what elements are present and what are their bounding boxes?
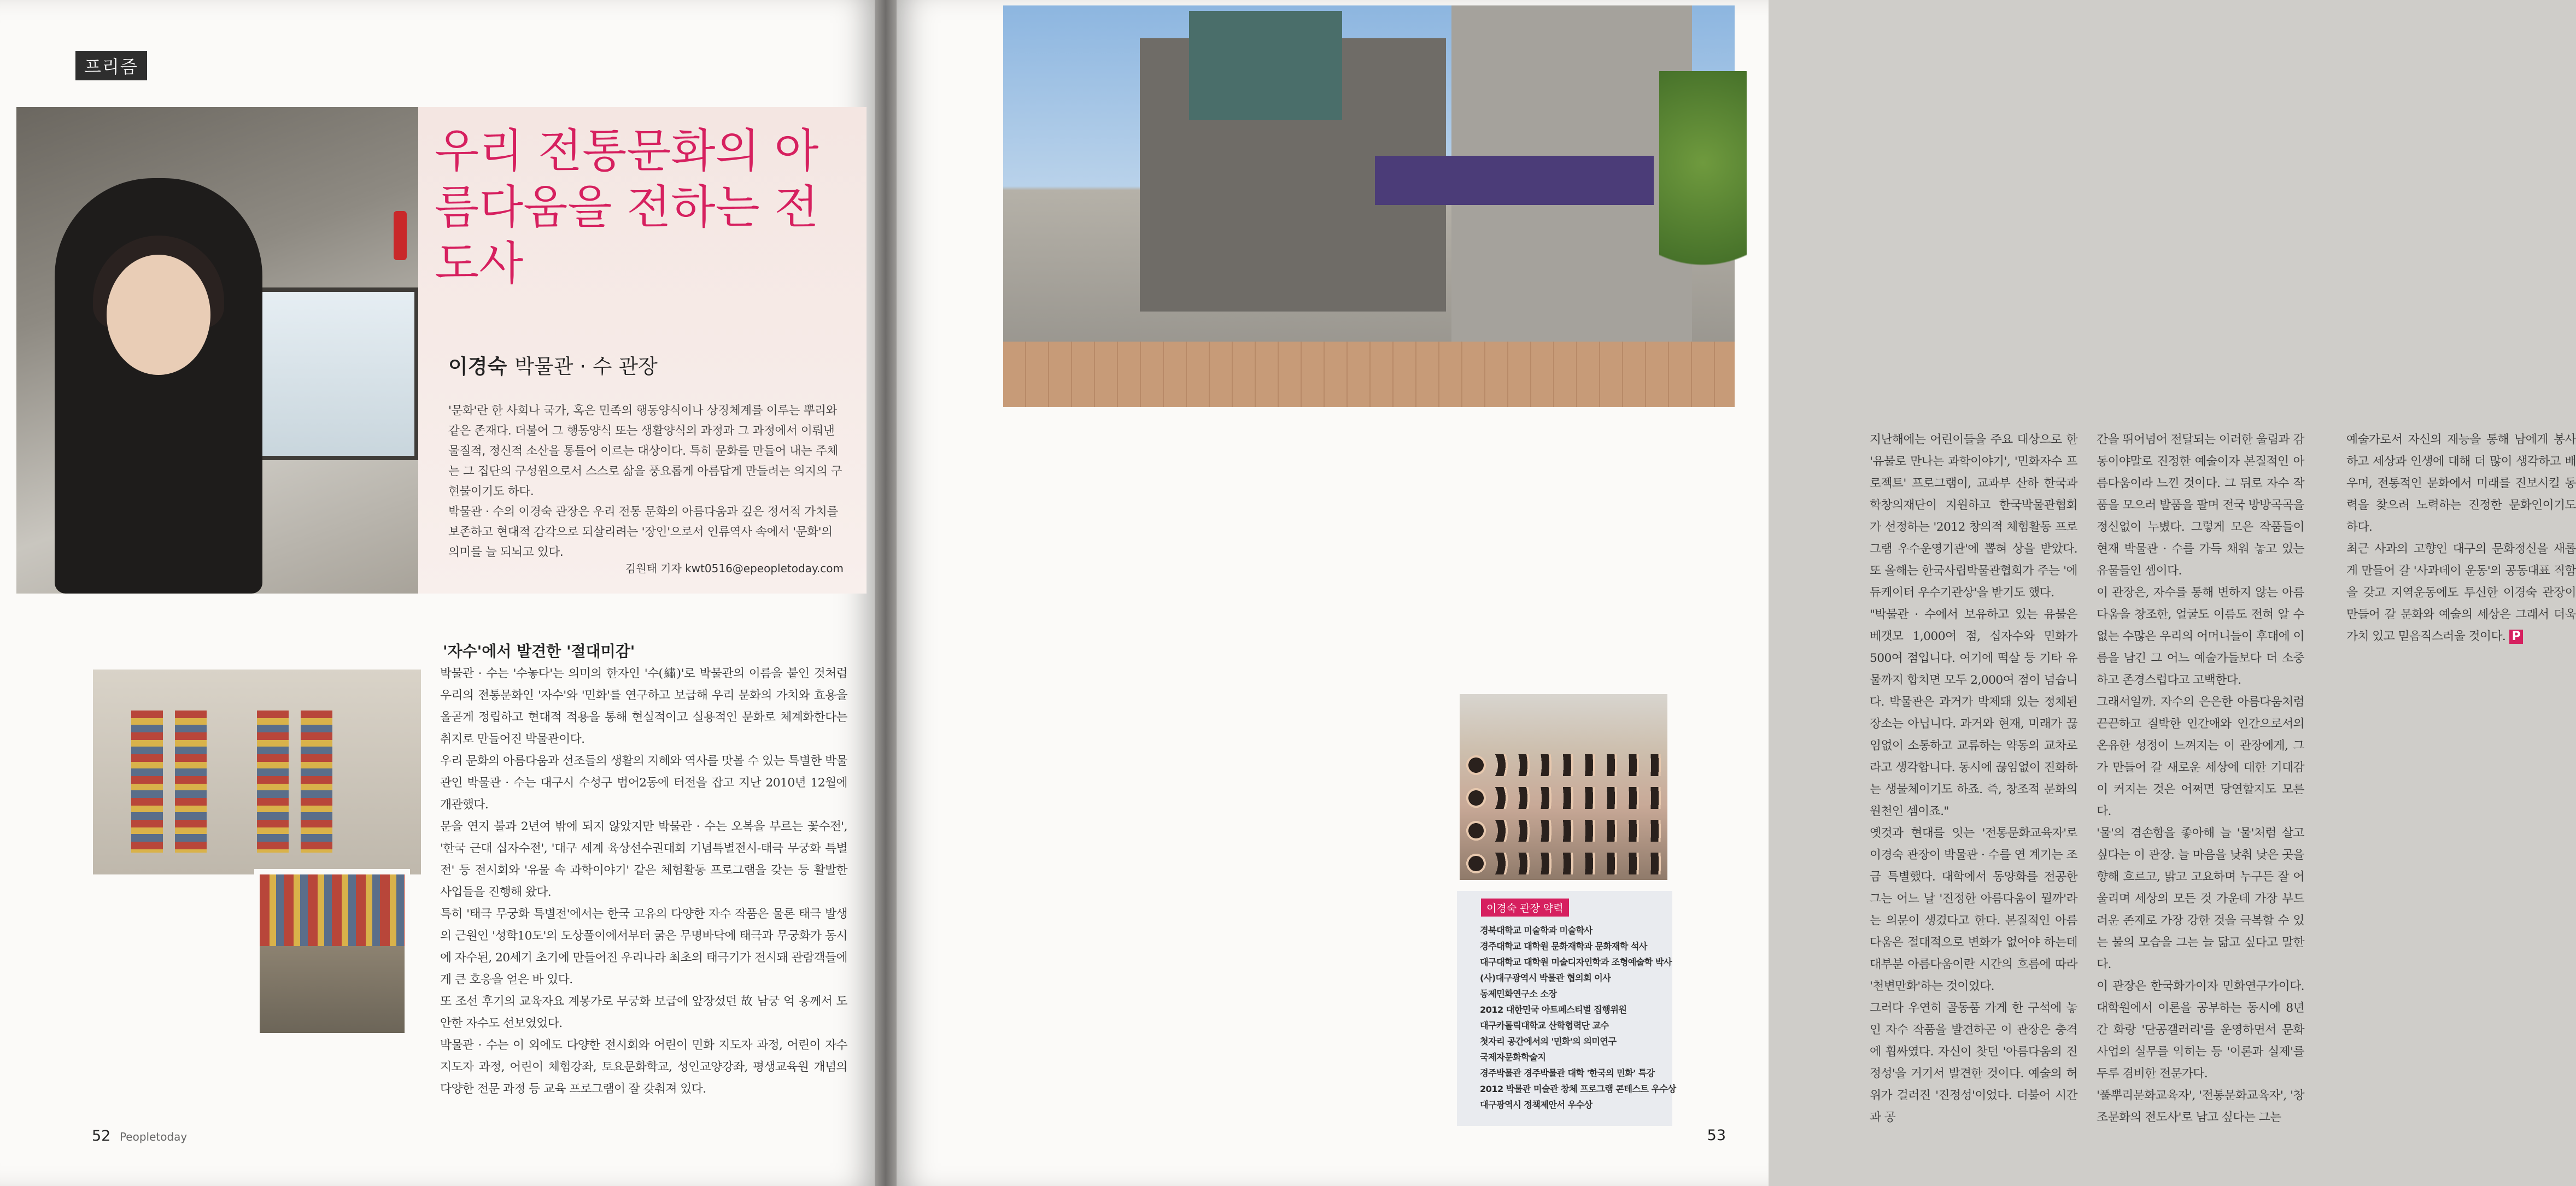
gallery-photo [93,670,421,874]
visitors-photo [254,869,410,1038]
body-text: 최근 사과의 고향인 대구의 문화정신을 새롭게 만들어 갈 '사과데이 운동'의 공동대표 직함을 갖고 지역운동에도 투신한 이경숙 관장이 만들어 갈 문화와 예술의 세상은 그래서 더욱 가치 있고 믿음직스러울 것이다. [2346,542,2576,643]
career-item: 첫자리 공간에서의 '민화'의 의미연구 [1480,1036,1617,1047]
body-paragraph: 예술가로서 자신의 재능을 통해 남에게 봉사하고 세상과 인생에 대해 더 많이 생각하고 배우며, 전통적인 문화에서 미래를 진보시킬 동력을 찾으려 노력하는 진정한 문화인이기도 하다. [2346,433,2576,534]
body-paragraph: 옛것과 현대를 잇는 '전통문화교육자'로 이경숙 관장이 박물관 · 수를 연 계기는 조금 특별했다. 대학에서 동양화를 전공한 그는 어느 날 '진정한 아름다움이 뭘까'라는 의문이 생겼다고 한다. 본질적인 아름다움은 절대적으로 변화가 없어야 하는데 대부분 아름다움이란 시간의 흐름에 따라 '천변만화'하는 것이었다. [1870,826,2077,993]
career-item: 대구대학교 대학원 미술디자인학과 조형예술학 박사 [1480,957,1672,967]
photo-ground [1003,342,1735,407]
photo-wall [260,874,405,946]
section-tag: 프리즘 [75,51,147,80]
intro-paragraph: 박물관 · 수의 이경숙 관장은 우리 전통 문화의 아름다움과 깊은 정서적 가치를 보존하고 현대적 감각으로 되살리려는 '장인'으로서 인류역사 속에서 '문화'의 의미를 늘 되뇌고 있다. [448,505,838,559]
byline-name: 이경숙 [448,355,507,378]
photo-row [1465,853,1662,874]
page-number: 52 [92,1128,111,1144]
career-item: (사)대구광역시 박물관 협의회 이사 [1480,973,1611,983]
portrait-photo [16,107,418,594]
body-paragraph: 특히 '태극 무궁화 특별전'에서는 한국 고유의 다양한 자수 작품은 물론 태극 발생의 근원인 '성학10도'의 도상풀이에서부터 굵은 무명바닥에 태극과 무궁화가 동시에 자수된, 20세기 초기에 만들어진 우리나라 최초의 태극기가 전시돼 관람객들에게 큰 호응을 얻은 바 있다. [440,907,847,987]
spread-gutter [875,0,897,1186]
photo-row [1465,787,1662,809]
career-item: 대구광역시 정책제안서 우수상 [1480,1100,1593,1110]
body-column-2 [2097,429,2304,1129]
career-item: 2012 대한민국 아트페스티벌 집행위원 [1480,1005,1627,1015]
body-paragraph: 지난해에는 어린이들을 주요 대상으로 한 '유물로 만나는 과학이야기', '민화자수 프로젝트' 프로그램이, 교과부 산하 한국과학창의재단이 지원하고 한국박물관협회가 선정하는 '2012 창의적 체험활동 프로그램 우수운영기관'에 뽑혀 상을 받았다. 또 올해는 한국사립박물관협회가 주는 '에듀케이터 우수기관상'을 받기도 했다. [1870,433,2077,600]
body-paragraph: "박물관 · 수에서 보유하고 있는 유물은 베갯모 1,000여 점, 십자수와 민화가 500여 점입니다. 여기에 떡살 등 기타 유물까지 합치면 모두 2,000여 점이 넘습니다. 박물관은 과거가 박제돼 있는 정체된 장소는 아닙니다. 과거와 현재, 미래가 끊임없이 소통하고 교류하는 약동의 교차로라고 생각합니다. 동시에 끊임없이 진화하는 생물체이기도 하죠. 즉, 창조적 문화의 원천인 셈이죠." [1870,608,2077,818]
career-title: 이경숙 관장 약력 [1481,899,1569,917]
page-folio-left [92,1128,187,1144]
body-paragraph: 또 조선 후기의 교육자요 계몽가로 무궁화 보급에 앞장섰던 故 남궁 억 옹께서 도안한 자수도 선보였었다. [440,995,847,1030]
body-paragraph: '물'의 겸손함을 좋아해 늘 '물'처럼 살고 싶다는 이 관장. 늘 마음을 낮춰 낮은 곳을 향해 흐르고, 맑고 고요하며 누구든 잘 어울리며 세상의 모든 것 가운데 가장 부드러운 존재로 가장 강한 것을 극복할 수 있는 물의 모습을 그는 늘 닮고 싶다고 말한다. [2097,826,2304,971]
children-photo [1460,694,1667,880]
intro-text [448,401,845,562]
body-paragraph: '풀뿌리문화교육자', '전통문화교육자', '창조문화의 전도사'로 남고 싶다는 그는 [2097,1089,2304,1124]
body-paragraph: 문을 연지 불과 2년여 밖에 되지 않았지만 박물관 · 수는 오복을 부르는 꽃수전', '한국 근대 십자수전', '대구 세계 육상선수권대회 기념특별전시-태극 무궁화 특별전' 등 전시회와 '유물 속 과학이야기' 같은 체험활동 프로그램을 갖는 등 활발한 사업들을 진행해 왔다. [440,820,847,899]
body-paragraph: 박물관 · 수는 '수놓다'는 의미의 한자인 '수(繡)'로 박물관의 이름을 붙인 것처럼 우리의 전통문화인 '자수'와 '민화'를 연구하고 보급해 우리 문화의 가치와 효용을 올곧게 정립하고 현대적 적용을 통해 현실적이고 실용적인 문화로 체계화한다는 취지로 만들어진 박물관이다. [440,667,847,746]
magazine-name: Peopletoday [119,1130,188,1143]
career-list [1480,923,1676,1113]
photo-banner [1375,156,1654,205]
photo-lamp [394,211,407,260]
career-box [1457,891,1676,1126]
page-number-right: 53 [1707,1127,1726,1144]
end-mark-icon: P [2509,630,2524,644]
reporter-credit: 김원태 기자 kwt0516@epeopletoday.com [625,562,844,575]
career-item: 경북대학교 미술학과 미술학사 [1480,925,1593,936]
body-paragraph: 박물관 · 수는 이 외에도 다양한 전시회와 어린이 민화 지도자 과정, 어린이 자수 지도자 과정, 어린이 체험강좌, 토요문화학교, 성인교양강좌, 평생교육원 개념의 다양한 전문 과정 등 교육 프로그램이 잘 갖춰져 있다. [440,1038,847,1096]
photo-panel [301,711,332,853]
body-paragraph: 우리 문화의 아름다움과 선조들의 생활의 지혜와 역사를 맛볼 수 있는 특별한 박물관인 박물관 · 수는 대구시 수성구 범어2동에 터전을 잡고 지난 2010년 12월에 개관했다. [440,754,847,812]
museum-building-photo [1003,5,1735,407]
career-item: 경주대학교 대학원 문화재학과 문화재학 석사 [1480,941,1647,952]
byline [448,350,658,379]
body-paragraph-last [2346,538,2576,648]
body-paragraph: 이 관장은 한국화가이자 민화연구가이다. 대학원에서 이론을 공부하는 동시에 8년간 화랑 '단공갤러리'를 운영하면서 문화사업의 실무를 익히는 등 '이론과 실제'를 두루 겸비한 전문가다. [2097,979,2304,1081]
photo-panel [131,711,163,853]
career-item: 대구카톨릭대학교 산학협력단 교수 [1480,1020,1609,1031]
body-column-3 [2346,429,2576,648]
headline: 우리 전통문화의 아름다움을 전하는 전도사 [435,124,819,290]
body-paragraph: 이 관장은, 자수를 통해 변하지 않는 아름다움을 창조한, 얼굴도 이름도 전혀 알 수 없는 수많은 우리의 어머니들이 후대에 이름을 남긴 그 어느 예술가들보다 더 소중하고 존경스럽다고 고백한다. [2097,586,2304,687]
intro-paragraph: '문화'란 한 사회나 국가, 혹은 민족의 행동양식이나 상징체계를 이루는 뿌리와 같은 존재다. 더불어 그 행동양식 또는 생활양식의 과정과 그 과정에서 이뤄낸 물질적, 정신적 소산을 통틀어 이르는 대상이다. 특히 문화를 만들어 내는 주체는 그 집단의 구성원으로서 스스로 삶을 풍요롭게 아름답게 만들려는 의지의 구현물이기도 하다. [448,404,842,498]
body-paragraph: 그러다 우연히 골동품 가게 한 구석에 놓인 자수 작품을 발견하곤 이 관장은 충격에 휩싸였다. 자신이 찾던 '아름다움의 진정성'을 거기서 발견한 것이다. 예술의 허위가 걸러진 '진정성'이었다. 더불어 시간과 공 [1870,1001,2077,1124]
photo-row [1465,754,1662,776]
body-paragraph: 그래서일까. 자수의 은은한 아름다움처럼 끈끈하고 질박한 인간애와 인간으로서의 온유한 성정이 느껴지는 이 관장에게, 그가 만들어 갈 새로운 세상에 대한 기대감이 커지는 것은 어쩌면 당연할지도 모른다. [2097,695,2304,818]
photo-building [1189,11,1342,120]
left-page [0,0,875,1186]
photo-panel [175,711,207,853]
body-column-left [440,663,847,1100]
career-item: 국제자문화학술지 [1480,1052,1546,1062]
career-item: 2012 박물관 미술관 창체 프로그램 콘테스트 우수상 [1480,1084,1676,1094]
body-paragraph: 간을 뛰어넘어 전달되는 이러한 울림과 감동이야말로 진정한 예술이자 본질적인 아름다움이라 느낀 것이다. 그 뒤로 자수 작품을 모으러 발품을 팔며 전국 방방곡곡을 정신없이 누볐다. 그렇게 모은 작품들이 현재 박물관 · 수를 가득 채워 놓고 있는 유물들인 셈이다. [2097,433,2304,578]
photo-tree [1659,71,1747,301]
career-item: 경주박물관 경주박물관 대학 '한국의 민화' 특강 [1480,1068,1655,1078]
body-column-1 [1870,429,2077,1129]
photo-face [107,255,210,375]
right-page [897,0,2576,1186]
photo-row [1465,820,1662,842]
byline-title: 박물관 · 수 관장 [514,355,658,378]
section-subhead: '자수'에서 발견한 '절대미감' [443,642,635,660]
career-item: 동제민화연구소 소장 [1480,989,1557,999]
photo-panel [257,711,289,853]
